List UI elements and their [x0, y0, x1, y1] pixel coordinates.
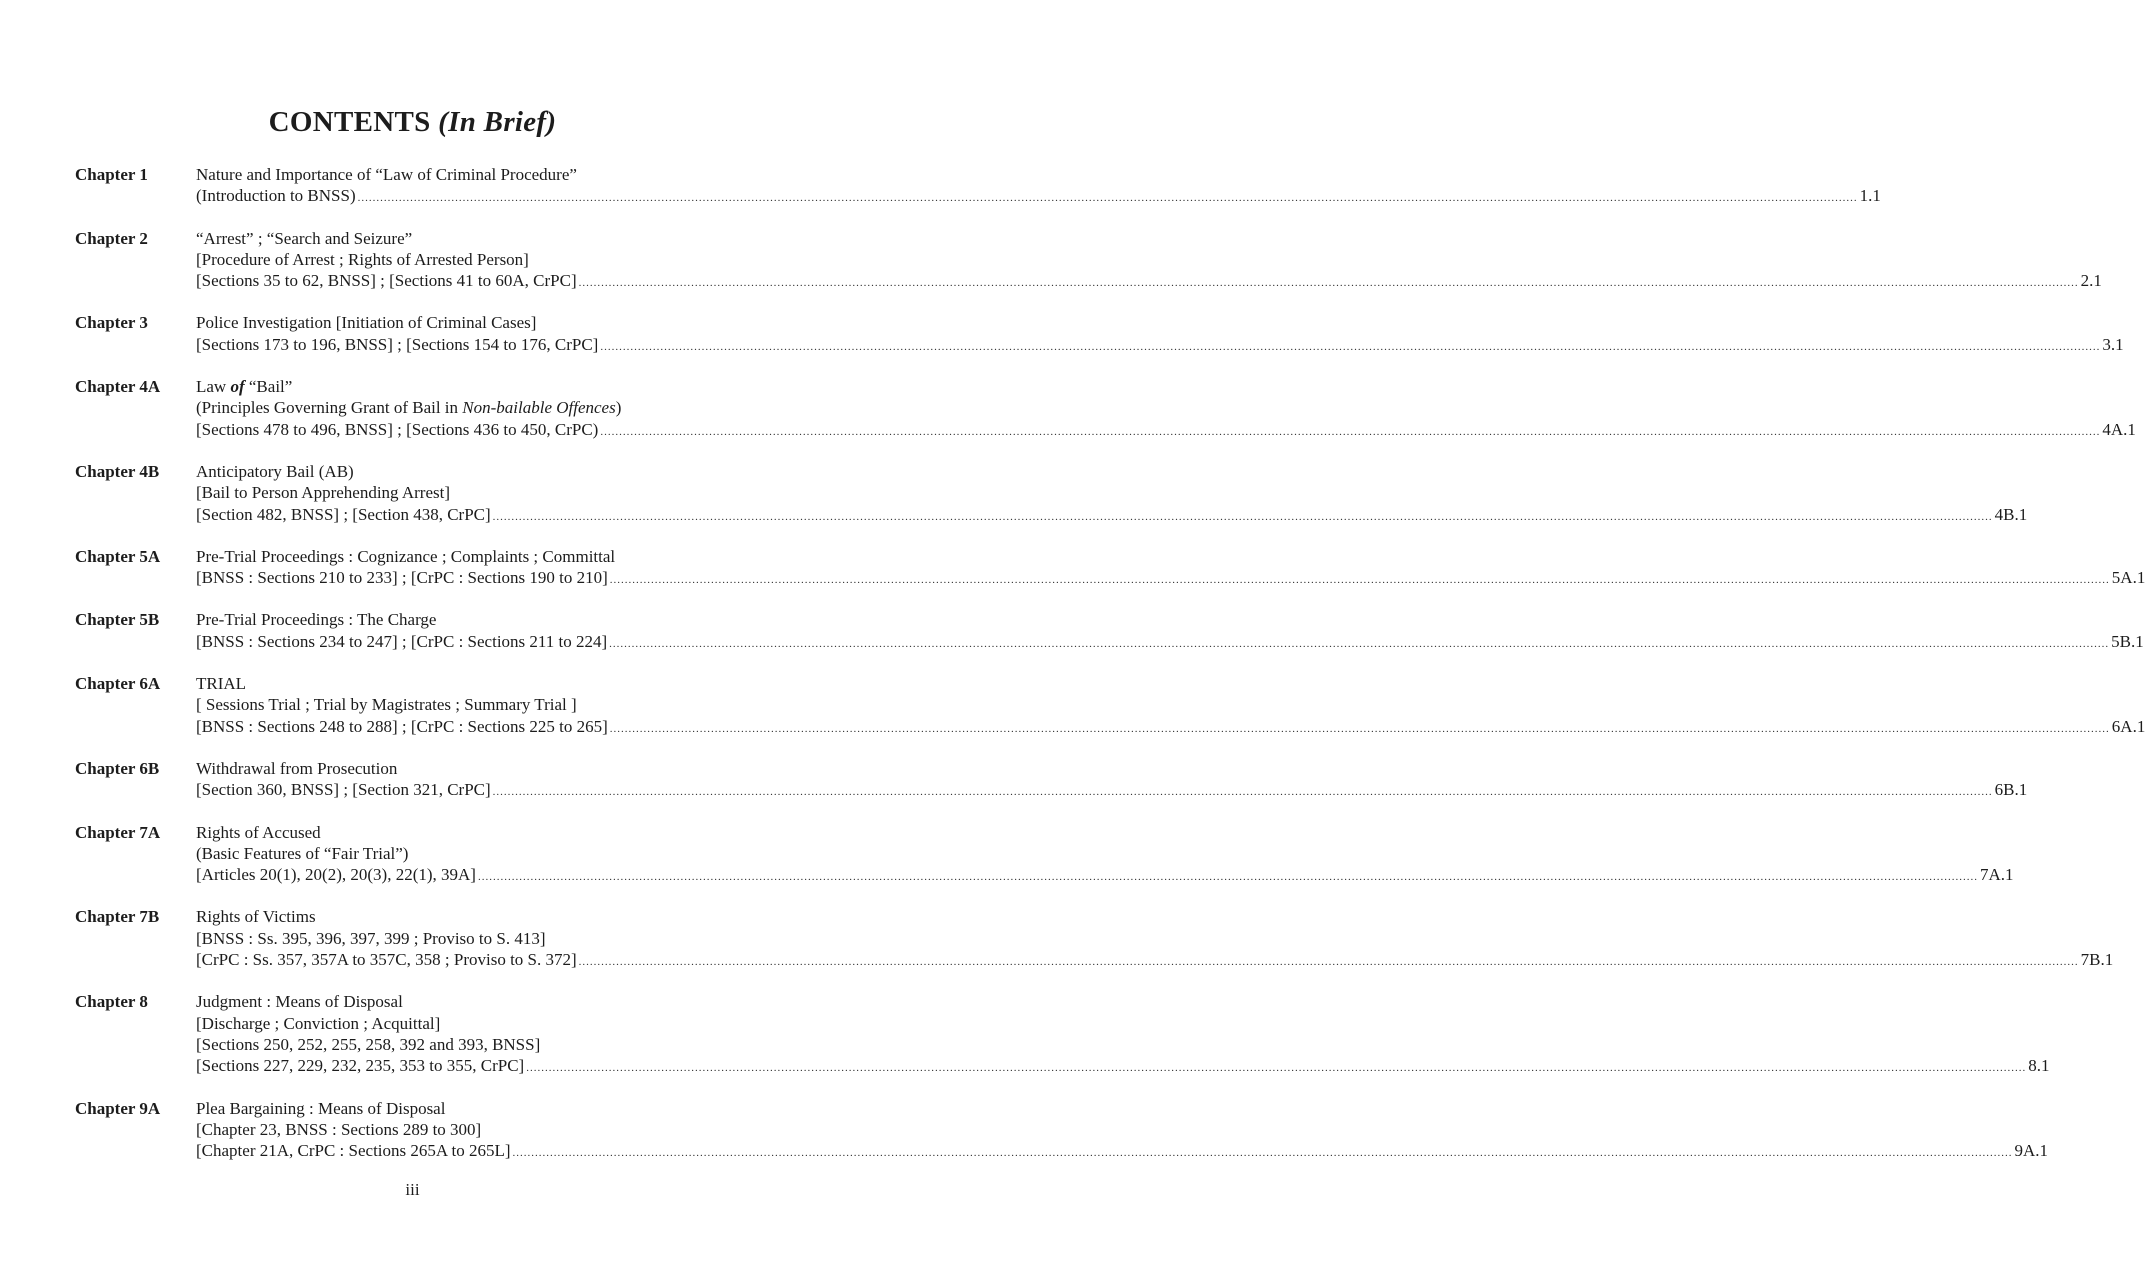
description-line	[196, 822, 750, 843]
dot-leader: ................................................................................................................................................................................................................................................................................................................................................................................................................	[492, 510, 1993, 523]
description-text: [BNSS : Ss. 395, 396, 397, 399 ; Proviso to S. 413]	[196, 928, 546, 948]
description-text: Nature and Importance of “Law of Criminal Procedure”	[196, 165, 577, 184]
description-text: [Discharge ; Conviction ; Acquittal]	[196, 1013, 441, 1033]
description-text: [Sections 227, 229, 232, 235, 353 to 355, CrPC]	[196, 1056, 525, 1076]
dot-leader: ................................................................................................................................................................................................................................................................................................................................................................................................................	[609, 637, 2110, 650]
chapter-description	[196, 906, 2114, 970]
chapter-description	[196, 673, 2145, 737]
description-line	[196, 758, 750, 779]
description-line	[196, 376, 750, 397]
chapter-label: Chapter 6B	[75, 758, 160, 778]
description-text: “Arrest” ; “Search and Seizure”	[196, 228, 413, 248]
description-text: (Principles Governing Grant of Bail in Non-bailable Offences)	[196, 398, 622, 418]
page-reference: 5B.1	[2111, 631, 2144, 651]
description-text: [Bail to Person Apprehending Arrest]	[196, 483, 451, 503]
description-line-with-page	[196, 504, 2028, 525]
page-reference: 2.1	[2080, 271, 2102, 291]
title-sub: (In Brief)	[438, 106, 557, 138]
toc-entry	[75, 164, 1881, 207]
page-reference: 4A.1	[2102, 419, 2136, 439]
description-line	[196, 1119, 750, 1140]
description-line	[196, 1098, 750, 1119]
chapter-label: Chapter 8	[75, 992, 148, 1012]
description-line	[196, 228, 750, 249]
page-reference: 4B.1	[1994, 504, 2028, 524]
dot-leader: ................................................................................................................................................................................................................................................................................................................................................................................................................	[578, 277, 2079, 290]
description-text: (Basic Features of “Fair Trial”)	[196, 843, 409, 863]
chapter-description	[196, 822, 2014, 886]
description-line	[196, 1034, 750, 1055]
table-of-contents	[75, 164, 2145, 1182]
toc-entry	[75, 228, 2102, 292]
description-line-with-page	[196, 419, 2136, 440]
chapter-label: Chapter 5B	[75, 610, 160, 630]
chapter-description	[196, 609, 2144, 652]
page-reference: 5A.1	[2111, 568, 2145, 588]
page-reference: 6B.1	[1994, 780, 2028, 800]
description-text: [Procedure of Arrest ; Rights of Arrested Person]	[196, 249, 529, 269]
page-reference: 9A.1	[2014, 1141, 2049, 1161]
chapter-label: Chapter 7B	[75, 907, 160, 927]
description-text: (Introduction to BNSS)	[196, 186, 356, 206]
toc-entry	[75, 673, 2145, 737]
description-text: [ Sessions Trial ; Trial by Magistrates ; Summary Trial ]	[196, 695, 577, 715]
description-text: [Chapter 23, BNSS : Sections 289 to 300]	[196, 1119, 482, 1139]
description-text: Pre-Trial Proceedings : The Charge	[196, 610, 437, 630]
description-line-with-page	[196, 949, 2114, 970]
chapter-label: Chapter 1	[75, 165, 148, 184]
description-text: [Sections 173 to 196, BNSS] ; [Sections 154 to 176, CrPC]	[196, 334, 599, 354]
dot-leader: ................................................................................................................................................................................................................................................................................................................................................................................................................	[578, 956, 2079, 969]
chapter-description	[196, 164, 1881, 207]
description-text: Withdrawal from Prosecution	[196, 758, 398, 778]
description-line-with-page	[196, 185, 1881, 206]
description-line	[196, 249, 750, 270]
chapter-label: Chapter 6A	[75, 674, 161, 694]
dot-leader: ................................................................................................................................................................................................................................................................................................................................................................................................................	[600, 425, 2101, 438]
description-line	[196, 928, 750, 949]
description-text: [CrPC : Ss. 357, 357A to 357C, 358 ; Proviso to S. 372]	[196, 950, 577, 970]
chapter-description	[196, 546, 2145, 589]
chapter-label: Chapter 4A	[75, 377, 161, 397]
description-text: [Sections 35 to 62, BNSS] ; [Sections 41 to 60A, CrPC]	[196, 271, 577, 291]
chapter-description	[196, 376, 2136, 440]
chapter-description	[196, 991, 2050, 1076]
description-line-with-page	[196, 334, 2124, 355]
description-text: [BNSS : Sections 210 to 233] ; [CrPC : Sections 190 to 210]	[196, 568, 608, 588]
toc-entry	[75, 376, 2136, 440]
description-line	[196, 461, 750, 482]
title-main: CONTENTS	[268, 106, 431, 138]
chapter-label: Chapter 7A	[75, 822, 161, 842]
description-text: Plea Bargaining : Means of Disposal	[196, 1098, 446, 1118]
chapter-description	[196, 312, 2124, 355]
description-text: [Section 360, BNSS] ; [Section 321, CrPC]	[196, 780, 491, 800]
description-line	[196, 673, 750, 694]
chapter-label: Chapter 9A	[75, 1098, 161, 1118]
page-reference: 7B.1	[2080, 950, 2114, 970]
description-text: [Chapter 21A, CrPC : Sections 265A to 265L]	[196, 1141, 511, 1161]
description-text: Anticipatory Bail (AB)	[196, 461, 354, 481]
page-reference: 6A.1	[2111, 716, 2145, 736]
dot-leader: ................................................................................................................................................................................................................................................................................................................................................................................................................	[357, 192, 1858, 205]
toc-entry	[75, 312, 2124, 355]
description-text: Rights of Accused	[196, 822, 321, 842]
page-reference: 7A.1	[1979, 865, 2014, 885]
description-text: [Sections 250, 252, 255, 258, 392 and 393, BNSS]	[196, 1034, 541, 1054]
description-line	[196, 312, 750, 333]
description-text: [BNSS : Sections 234 to 247] ; [CrPC : Sections 211 to 224]	[196, 631, 608, 651]
chapter-description	[196, 461, 2028, 525]
toc-entry	[75, 822, 2014, 886]
chapter-description	[196, 1098, 2049, 1162]
chapter-label: Chapter 5A	[75, 546, 161, 566]
description-line	[196, 164, 750, 185]
description-line	[196, 482, 750, 503]
description-line	[196, 397, 750, 418]
description-line	[196, 609, 750, 630]
description-text: Rights of Victims	[196, 907, 316, 927]
description-line-with-page	[196, 716, 2145, 737]
description-line-with-page	[196, 270, 2102, 291]
description-text: [BNSS : Sections 248 to 288] ; [CrPC : Sections 225 to 265]	[196, 716, 608, 736]
description-line-with-page	[196, 864, 2014, 885]
dot-leader: ................................................................................................................................................................................................................................................................................................................................................................................................................	[600, 340, 2101, 353]
toc-entry	[75, 1098, 2049, 1162]
dot-leader: ................................................................................................................................................................................................................................................................................................................................................................................................................	[512, 1147, 2013, 1160]
toc-entry	[75, 758, 2028, 801]
description-line	[196, 991, 750, 1012]
description-text: TRIAL	[196, 674, 247, 694]
page-title	[0, 106, 825, 139]
page-reference: 8.1	[2028, 1056, 2050, 1076]
dot-leader: ................................................................................................................................................................................................................................................................................................................................................................................................................	[492, 786, 1993, 799]
description-text: [Section 482, BNSS] ; [Section 438, CrPC]	[196, 504, 491, 524]
chapter-label: Chapter 2	[75, 228, 148, 248]
description-line-with-page	[196, 631, 2144, 652]
description-line	[196, 546, 750, 567]
description-line-with-page	[196, 779, 2028, 800]
page-number: iii	[405, 1180, 420, 1199]
description-text: Police Investigation [Initiation of Criminal Cases]	[196, 313, 537, 333]
chapter-label: Chapter 3	[75, 313, 148, 333]
dot-leader: ................................................................................................................................................................................................................................................................................................................................................................................................................	[609, 574, 2110, 587]
chapter-description	[196, 228, 2102, 292]
toc-entry	[75, 906, 2114, 970]
dot-leader: ................................................................................................................................................................................................................................................................................................................................................................................................................	[609, 722, 2110, 735]
page-reference: 1.1	[1859, 186, 1881, 206]
dot-leader: ................................................................................................................................................................................................................................................................................................................................................................................................................	[477, 871, 1978, 884]
description-text: [Articles 20(1), 20(2), 20(3), 22(1), 39A]	[196, 865, 476, 885]
chapter-description	[196, 758, 2028, 801]
description-text: [Sections 478 to 496, BNSS] ; [Sections 436 to 450, CrPC)	[196, 419, 599, 439]
description-line	[196, 906, 750, 927]
description-line	[196, 843, 750, 864]
chapter-label: Chapter 4B	[75, 461, 160, 481]
description-text: Judgment : Means of Disposal	[196, 992, 403, 1012]
description-line-with-page	[196, 1055, 2050, 1076]
toc-entry	[75, 991, 2050, 1076]
description-text: Law of “Bail”	[196, 377, 293, 397]
toc-entry	[75, 461, 2028, 525]
toc-entry	[75, 546, 2145, 589]
description-line-with-page	[196, 1140, 2049, 1161]
description-line	[196, 694, 750, 715]
dot-leader: ................................................................................................................................................................................................................................................................................................................................................................................................................	[526, 1062, 2027, 1075]
page-reference: 3.1	[2102, 334, 2124, 354]
description-text: Pre-Trial Proceedings : Cognizance ; Complaints ; Committal	[196, 546, 616, 566]
toc-entry	[75, 609, 2144, 652]
description-line-with-page	[196, 567, 2145, 588]
description-line	[196, 1013, 750, 1034]
